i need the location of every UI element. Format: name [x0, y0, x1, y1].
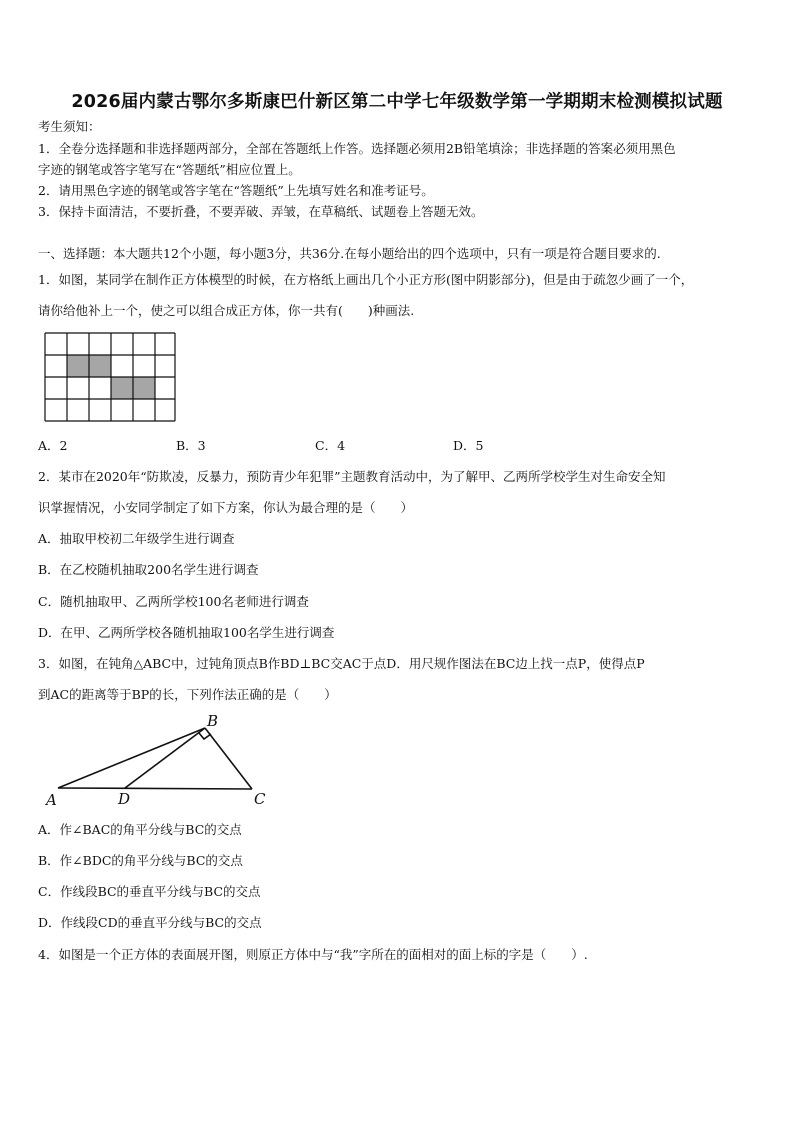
q1-option-a[interactable]: A．2 [38, 438, 68, 453]
question-1-text: 1．如图，某同学在制作正方体模型的时候，在方格纸上画出几个小正方形(图中阴影部分)，但是由于疏忽少画了一个， [38, 272, 694, 287]
q1-option-c[interactable]: C．4 [315, 438, 346, 453]
label-a: A [46, 791, 57, 809]
q2-option-b[interactable]: B．在乙校随机抽取200名学生进行调查 [38, 562, 259, 577]
q1-option-d[interactable]: D．5 [453, 438, 484, 453]
q3-option-a[interactable]: A．作∠BAC的角平分线与BC的交点 [38, 822, 242, 837]
section-heading: 一、选择题：本大题共12个小题，每小题3分，共36分.在每小题给出的四个选项中，只有一项是符合题目要求的. [38, 246, 661, 261]
shaded-square [111, 377, 133, 399]
q3-option-b[interactable]: B．作∠BDC的角平分线与BC的交点 [38, 853, 243, 868]
label-b: B [207, 712, 219, 730]
notice-item: 2．请用黑色字迹的钢笔或答字笔在“答题纸”上先填写姓名和准考证号。 [38, 183, 434, 198]
notice-heading: 考生须知： [38, 119, 101, 134]
grid-figure [45, 333, 177, 421]
q3-option-d[interactable]: D．作线段CD的垂直平分线与BC的交点 [38, 915, 262, 930]
question-3-text: 到AC的距离等于BP的长，下列作法正确的是（ ） [38, 687, 337, 702]
q2-option-d[interactable]: D．在甲、乙两所学校各随机抽取100名学生进行调查 [38, 625, 335, 640]
notice-item: 1．全卷分选择题和非选择题两部分，全部在答题纸上作答。选择题必须用2B铅笔填涂；非选择题的答案必须用黑色 [38, 141, 676, 156]
segment-bd [125, 728, 205, 788]
shaded-square [67, 355, 89, 377]
segment-ac [58, 788, 252, 789]
triangle-figure [40, 712, 280, 812]
notice-item: 字迹的钢笔或答字笔写在“答题纸”相应位置上。 [38, 162, 301, 177]
grid-lines [45, 333, 175, 421]
q1-option-b[interactable]: B．3 [176, 438, 206, 453]
notice-item: 3．保持卡面清洁，不要折叠，不要弄破、弄皱，在草稿纸、试题卷上答题无效。 [38, 204, 484, 219]
question-2-text: 2．某市在2020年“防欺凌，反暴力，预防青少年犯罪”主题教育活动中，为了解甲、乙两所学校学生对生命安全知 [38, 469, 666, 484]
exam-title: 2026届内蒙古鄂尔多斯康巴什新区第二中学七年级数学第一学期期末检测模拟试题 [71, 92, 723, 112]
shaded-square [89, 355, 111, 377]
label-c: C [254, 790, 266, 808]
label-d: D [118, 790, 131, 808]
segment-ab [58, 728, 205, 788]
question-2-text: 识掌握情况，小安同学制定了如下方案，你认为最合理的是（ ） [38, 500, 414, 515]
question-3-text: 3．如图，在钝角△ABC中，过钝角顶点B作BD⊥BC交AC于点D．用尺规作图法在BC边上找一点P，使得点P [38, 656, 645, 671]
question-1-text: 请你给他补上一个，使之可以组合成正方体，你一共有( )种画法. [38, 303, 415, 318]
q2-option-a[interactable]: A．抽取甲校初二年级学生进行调查 [38, 531, 235, 546]
q2-option-c[interactable]: C．随机抽取甲、乙两所学校100名老师进行调查 [38, 594, 309, 609]
segment-bc [205, 728, 252, 789]
shaded-square [133, 377, 155, 399]
q3-option-c[interactable]: C．作线段BC的垂直平分线与BC的交点 [38, 884, 261, 899]
question-4-text: 4．如图是一个正方体的表面展开图，则原正方体中与“我”字所在的面相对的面上标的字是（ ）. [38, 947, 588, 962]
